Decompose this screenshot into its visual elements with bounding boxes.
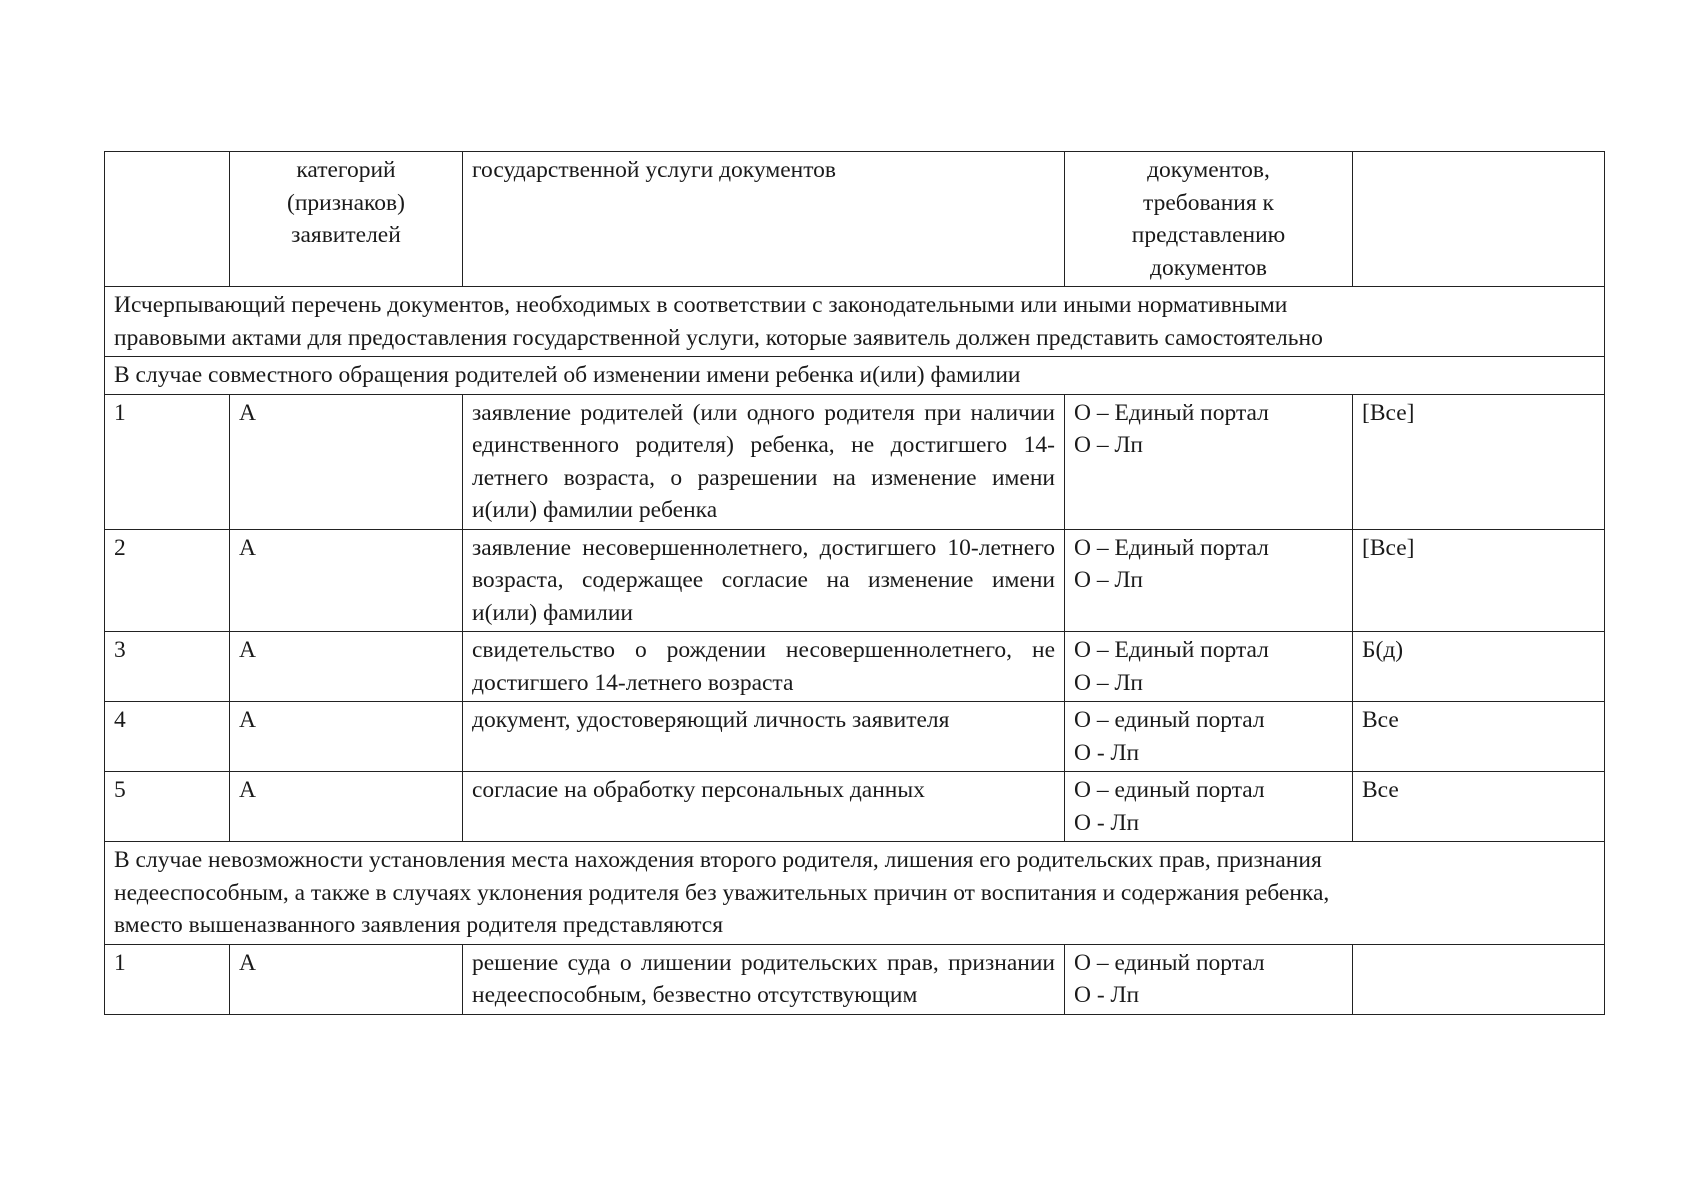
row-document: свидетельство о рождении несовершеннолетнего, не достигшего 14-летнего возраста	[463, 632, 1065, 702]
table-row	[105, 632, 1605, 702]
requirement-line: О - Лп	[1074, 739, 1140, 766]
row-document: решение суда о лишении родительских прав, признании недееспособным, безвестно отсутствующим	[463, 944, 1065, 1014]
requirement-line: О – Единый портал	[1074, 399, 1269, 426]
row-last: Все	[1353, 772, 1605, 842]
section-heading-line: правовыми актами для предоставления государственной услуги, которые заявитель должен представить самостоятельно	[114, 324, 1323, 351]
row-category: А	[230, 529, 463, 632]
header-cell-last	[1353, 152, 1605, 287]
table-row	[105, 394, 1605, 529]
requirement-line: О - Лп	[1074, 809, 1140, 836]
subsection-heading	[105, 842, 1605, 945]
row-requirements	[1065, 529, 1353, 632]
subsection-row	[105, 842, 1605, 945]
row-requirements	[1065, 632, 1353, 702]
row-document: заявление родителей (или одного родителя при наличии единственного родителя) ребенка, не достигшего 14-летнего возраста, о разрешении на изменение имени и(или) фамилии ребенка	[463, 394, 1065, 529]
table-row	[105, 529, 1605, 632]
header-cell-number	[105, 152, 230, 287]
row-requirements	[1065, 944, 1353, 1014]
row-last: Б(д)	[1353, 632, 1605, 702]
row-document: документ, удостоверяющий личность заявителя	[463, 702, 1065, 772]
table-row	[105, 772, 1605, 842]
row-number: 3	[105, 632, 230, 702]
row-last: [Все]	[1353, 529, 1605, 632]
row-document: заявление несовершеннолетнего, достигшего 10-летнего возраста, содержащее согласие на изменение имени и(или) фамилии	[463, 529, 1065, 632]
requirement-line: О - Лп	[1074, 982, 1140, 1008]
subsection-heading: В случае совместного обращения родителей об изменении имени ребенка и(или) фамилии	[105, 357, 1605, 395]
requirement-line: О – Лп	[1074, 567, 1143, 593]
row-number: 2	[105, 529, 230, 632]
table-row	[105, 944, 1605, 1014]
table-header-row	[105, 152, 1605, 287]
row-category: А	[230, 772, 463, 842]
row-requirements	[1065, 394, 1353, 529]
row-category: А	[230, 632, 463, 702]
row-last: Все	[1353, 702, 1605, 772]
section-heading-line: Исчерпывающий перечень документов, необходимых в соответствии с законодательными или иными нормативными	[114, 292, 1288, 318]
header-cell-documents: государственной услуги документов	[463, 152, 1065, 287]
row-category: А	[230, 394, 463, 529]
requirement-line: О – единый портал	[1074, 707, 1265, 733]
row-document: согласие на обработку персональных данных	[463, 772, 1065, 842]
header-cell-categories: категорий (признаков) заявителей	[230, 152, 463, 287]
row-category: А	[230, 702, 463, 772]
row-category: А	[230, 944, 463, 1014]
requirement-line: О – Лп	[1074, 432, 1143, 458]
requirement-line: О – единый портал	[1074, 777, 1265, 803]
documents-table	[104, 151, 1605, 1015]
row-number: 1	[105, 394, 230, 529]
requirement-line: О – единый портал	[1074, 949, 1265, 976]
requirement-line: О – Единый портал	[1074, 534, 1269, 561]
requirement-line: О – Единый портал	[1074, 637, 1269, 663]
subsection-heading-line: недееспособным, а также в случаях уклонения родителя без уважительных причин от воспитания и содержания ребенка,	[114, 879, 1330, 906]
row-number: 5	[105, 772, 230, 842]
row-requirements	[1065, 702, 1353, 772]
row-last: [Все]	[1353, 394, 1605, 529]
row-number: 4	[105, 702, 230, 772]
subsection-heading-line: вместо вышеназванного заявления родителя представляются	[114, 912, 724, 938]
header-cell-requirements: документов, требования к представлению документов	[1065, 152, 1353, 287]
table-row	[105, 702, 1605, 772]
row-number: 1	[105, 944, 230, 1014]
row-last	[1353, 944, 1605, 1014]
requirement-line: О – Лп	[1074, 669, 1143, 696]
subsection-heading-line: В случае невозможности установления места нахождения второго родителя, лишения его родительских прав, признания	[114, 847, 1322, 873]
section-row	[105, 287, 1605, 357]
subsection-row	[105, 357, 1605, 395]
row-requirements	[1065, 772, 1353, 842]
section-heading	[105, 287, 1605, 357]
